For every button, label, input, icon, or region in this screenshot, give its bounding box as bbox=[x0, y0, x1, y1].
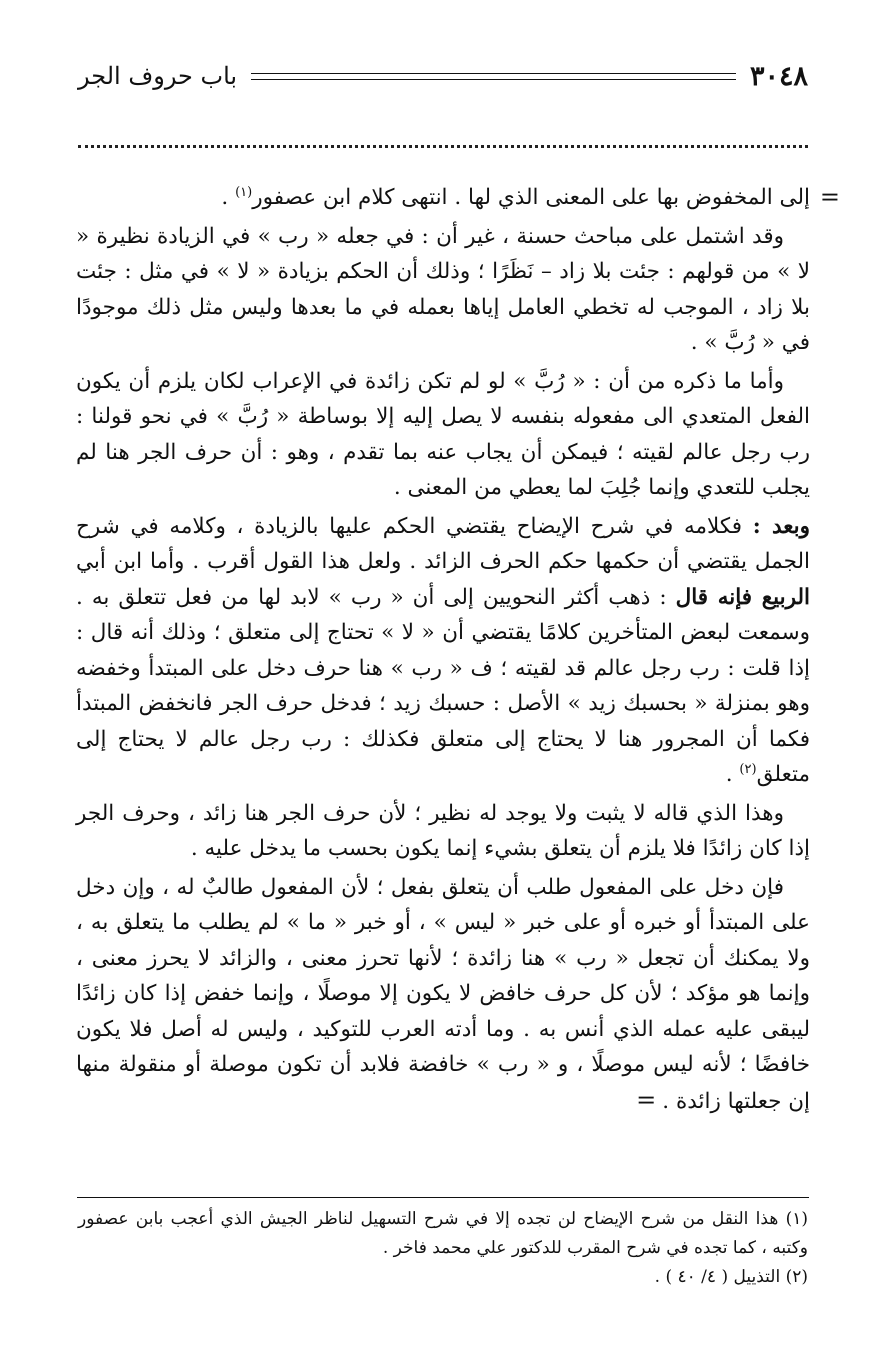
footnote-ref-1[interactable]: (١) bbox=[235, 184, 253, 200]
footnote-ref-2[interactable]: (٢) bbox=[739, 761, 757, 777]
footnote-2: (٢) التذييل ( ٤/ ٤٠ ) . bbox=[654, 1267, 808, 1287]
paragraph-1 bbox=[76, 180, 840, 216]
footnote-1: (١) هذا النقل من شرح الإيضاح لن تجده إلا في شرح التسهيل لناظر الجيش الذي أعجب بابن عصفور وكتبه ، كما تجده في شرح المقرب للدكتور علي محمد فاخر . bbox=[78, 1209, 808, 1258]
page-number: ٣٠٤٨ bbox=[749, 60, 808, 92]
chapter-title: باب حروف الجر bbox=[78, 62, 238, 90]
paragraph-text: وهذا الذي قاله لا يثبت ولا يوجد له نظير ؛ لأن حرف الجر هنا زائد ، وحرف الجر إذا كان زائدًا فلا يلزم أن يتعلق بشيء إنما يكون بحسب ما يدخل عليه . bbox=[76, 800, 810, 861]
paragraph-text: فكلامه في شرح الإيضاح يقتضي الحكم عليها بالزيادة ، وكلامه في شرح الجمل يقتضي أن حكمها حكم الحرف الزائد . ولعل هذا القول أقرب . وأما ابن أبي bbox=[76, 513, 810, 574]
continuation-mark-start: = bbox=[819, 183, 840, 211]
paragraph-text-continued: : ذهب أكثر النحويين إلى أن « رب » لابد لها من فعل تتعلق به . وسمعت لبعض المتأخرين كلامًا يقتضي أن « لا » تحتاج إلى متعلق ؛ وذلك أنه قال : إذا قلت : رب رجل عالم قد لقيته ؛ ف « رب » هنا حرف دخل على المبتدأ وخفضه وهو بمنزلة « بحسبك زيد » الأصل : حسبك زيد ؛ فدخل حرف الجر فانخفض المبتدأ فكما أن المجرور هنا لا يحتاج إلى متعلق فكذلك : رب رجل عالم لا يحتاج إلى متعلق bbox=[76, 584, 810, 787]
header-double-rule bbox=[251, 73, 736, 80]
paragraph-4 bbox=[76, 509, 810, 793]
page-header bbox=[78, 58, 808, 94]
paragraph-tail: . bbox=[221, 185, 236, 210]
paragraph-text: فإن دخل على المفعول طلب أن يتعلق بفعل ؛ لأن المفعول طالبٌ له ، وإن دخل على المبتدأ أو خبره أو على خبر « ليس » ، أو خبر « ما » لم يطلب ما يتعلق به ، ولا يمكنك أن تجعل « رب » هنا زائدة ؛ لأنها تحرز معنى ، والزائد لا يحرز معنى ، وإنما هو مؤكد ؛ لأن كل حرف خافض لا يكون إلا موصلًا ، وإنما خفض إذا كان زائدًا ليبقى عليه عمله الذي أنس به . وما أدته العرب للتوكيد ، وليس له أصل فلا يكون خافضًا ؛ لأنه ليس موصلًا ، و « رب » خافضة فلابد أن تكون موصلة أو منقولة منها إن جعلتها زائدة . bbox=[76, 874, 810, 1114]
paragraph-tail: . bbox=[725, 762, 740, 787]
paragraph-3 bbox=[76, 364, 810, 506]
paragraph-text: وأما ما ذكره من أن : « رُبَّ » لو لم تكن زائدة في الإعراب لكان يلزم أن يكون الفعل المتعدي الى مفعوله بنفسه لا يصل إليه إلا بوساطة « رُبَّ » في نحو قولنا : رب رجل عالم لقيته ؛ فيمكن أن يجاب عنه بما تقدم ، وهو : أن حرف الجر هنا لم يجلب للتعدي وإنما جُلِبَ لما يعطي من المعنى . bbox=[76, 368, 810, 500]
footnotes bbox=[78, 1205, 808, 1292]
main-text bbox=[76, 180, 840, 1122]
paragraph-2 bbox=[76, 219, 810, 361]
footnote-separator bbox=[77, 1197, 809, 1198]
paragraph-5 bbox=[76, 796, 810, 867]
paragraph-text: وقد اشتمل على مباحث حسنة ، غير أن : في جعله « رب » في الزيادة نظيرة « لا » من قولهم : جئت بلا زاد – نَظَرًا ؛ وذلك أن الحكم بزيادة « لا » في مثل : جئت بلا زاد ، الموجب له تخطي العامل إياها بعمله في ما بعدها وليس مثل ذلك موجودًا في « رُبَّ » . bbox=[76, 223, 810, 355]
dotted-separator bbox=[78, 145, 808, 148]
paragraph-6 bbox=[76, 870, 810, 1120]
paragraph-text: إلى المخفوض بها على المعنى الذي لها . انتهى كلام ابن عصفور bbox=[252, 185, 810, 210]
bold-lead-term: وبعد : bbox=[752, 513, 810, 539]
continuation-mark-end: = bbox=[636, 1085, 657, 1114]
bold-cited-author: الربيع فإنه قال bbox=[675, 584, 810, 610]
